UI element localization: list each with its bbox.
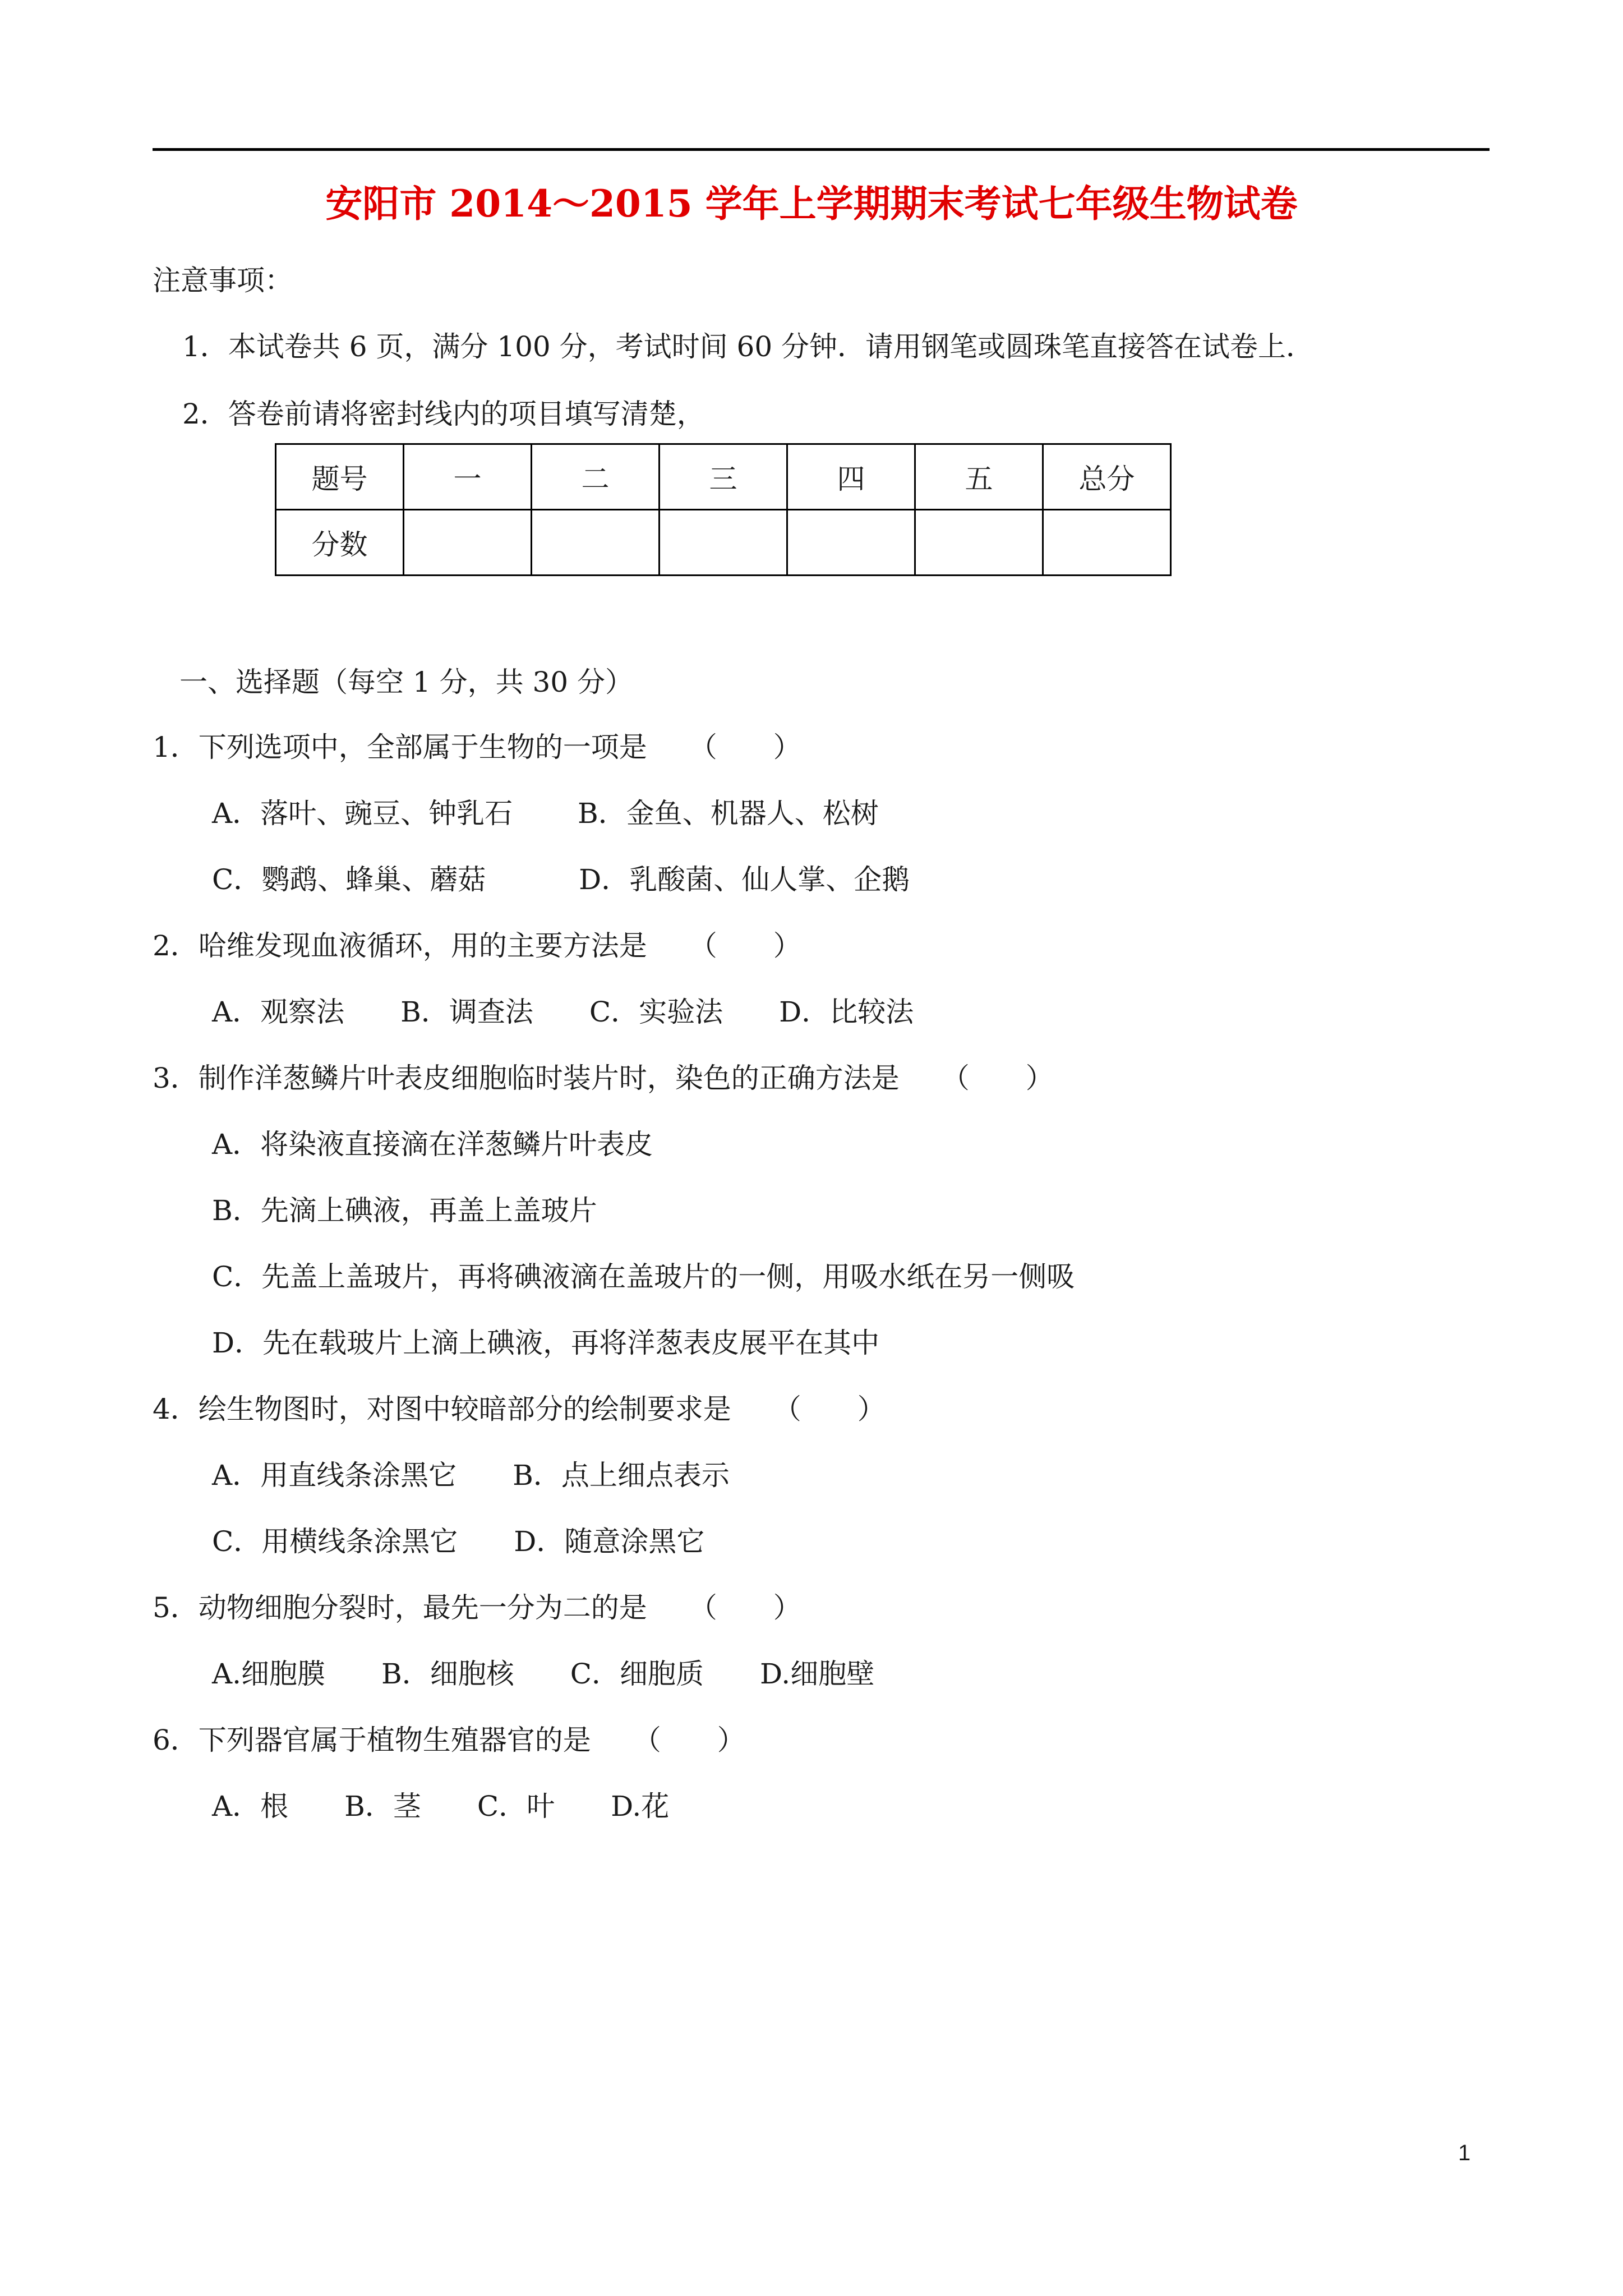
score-header-cell: 一 bbox=[404, 444, 532, 510]
question-1-options-line-1: A．落叶、豌豆、钟乳石 B．金鱼、机器人、松树 bbox=[212, 797, 879, 830]
question-3-option-c: C．先盖上盖玻片，再将碘液滴在盖玻片的一侧，用吸水纸在另一侧吸 bbox=[212, 1260, 1075, 1293]
notice-heading: 注意事项： bbox=[153, 264, 293, 297]
score-table bbox=[275, 443, 1172, 576]
score-header-cell: 题号 bbox=[276, 444, 404, 510]
score-row-label: 分数 bbox=[276, 510, 404, 576]
question-3-option-b: B．先滴上碘液，再盖上盖玻片 bbox=[212, 1194, 597, 1227]
score-header-cell: 总分 bbox=[1043, 444, 1171, 510]
score-table-score-row bbox=[276, 510, 1171, 576]
question-4-stem: 4．绘生物图时，对图中较暗部分的绘制要求是 （ ） bbox=[153, 1393, 886, 1425]
question-3-stem: 3．制作洋葱鳞片叶表皮细胞临时装片时，染色的正确方法是 （ ） bbox=[153, 1062, 1054, 1094]
question-6-stem: 6．下列器官属于植物生殖器官的是 （ ） bbox=[153, 1724, 745, 1756]
page-number: 1 bbox=[1458, 2141, 1471, 2165]
score-input-cell[interactable] bbox=[404, 510, 532, 576]
exam-title: 安阳市 2014～2015 学年上学期期末考试七年级生物试卷 bbox=[325, 182, 1298, 226]
question-3-option-d: D．先在载玻片上滴上碘液，再将洋葱表皮展平在其中 bbox=[212, 1327, 880, 1359]
question-6-options-line-1: A．根 B．茎 C．叶 D.花 bbox=[212, 1790, 670, 1823]
question-4-options-line-1: A．用直线条涂黑它 B．点上细点表示 bbox=[212, 1459, 730, 1492]
question-1-stem: 1．下列选项中，全部属于生物的一项是 （ ） bbox=[153, 731, 801, 763]
score-input-cell[interactable] bbox=[915, 510, 1043, 576]
top-rule bbox=[153, 148, 1490, 151]
section-heading: 一、选择题（每空 1 分，共 30 分） bbox=[179, 666, 634, 698]
notice-item-1: 1．本试卷共 6 页，满分 100 分，考试时间 60 分钟．请用钢笔或圆珠笔直接答在试卷上． bbox=[182, 330, 1315, 363]
question-4-options-line-2: C．用横线条涂黑它 D．随意涂黑它 bbox=[212, 1525, 705, 1558]
score-input-cell[interactable] bbox=[1043, 510, 1171, 576]
question-5-stem: 5．动物细胞分裂时，最先一分为二的是 （ ） bbox=[153, 1591, 801, 1624]
notice-item-2: 2．答卷前请将密封线内的项目填写清楚， bbox=[182, 398, 705, 430]
question-1-options-line-2: C．鹦鹉、蜂巢、蘑菇 D．乳酸菌、仙人掌、企鹅 bbox=[212, 863, 910, 896]
score-input-cell[interactable] bbox=[660, 510, 787, 576]
score-header-cell: 五 bbox=[915, 444, 1043, 510]
question-2-options-line-1: A．观察法 B．调查法 C．实验法 D．比较法 bbox=[212, 996, 914, 1028]
score-header-cell: 四 bbox=[787, 444, 915, 510]
score-input-cell[interactable] bbox=[787, 510, 915, 576]
question-3-option-a: A．将染液直接滴在洋葱鳞片叶表皮 bbox=[212, 1128, 653, 1161]
question-5-options-line-1: A.细胞膜 B．细胞核 C．细胞质 D.细胞壁 bbox=[212, 1658, 875, 1690]
score-table-header-row bbox=[276, 444, 1171, 510]
score-header-cell: 二 bbox=[532, 444, 660, 510]
score-input-cell[interactable] bbox=[532, 510, 660, 576]
question-2-stem: 2．哈维发现血液循环，用的主要方法是 （ ） bbox=[153, 930, 801, 962]
score-header-cell: 三 bbox=[660, 444, 787, 510]
